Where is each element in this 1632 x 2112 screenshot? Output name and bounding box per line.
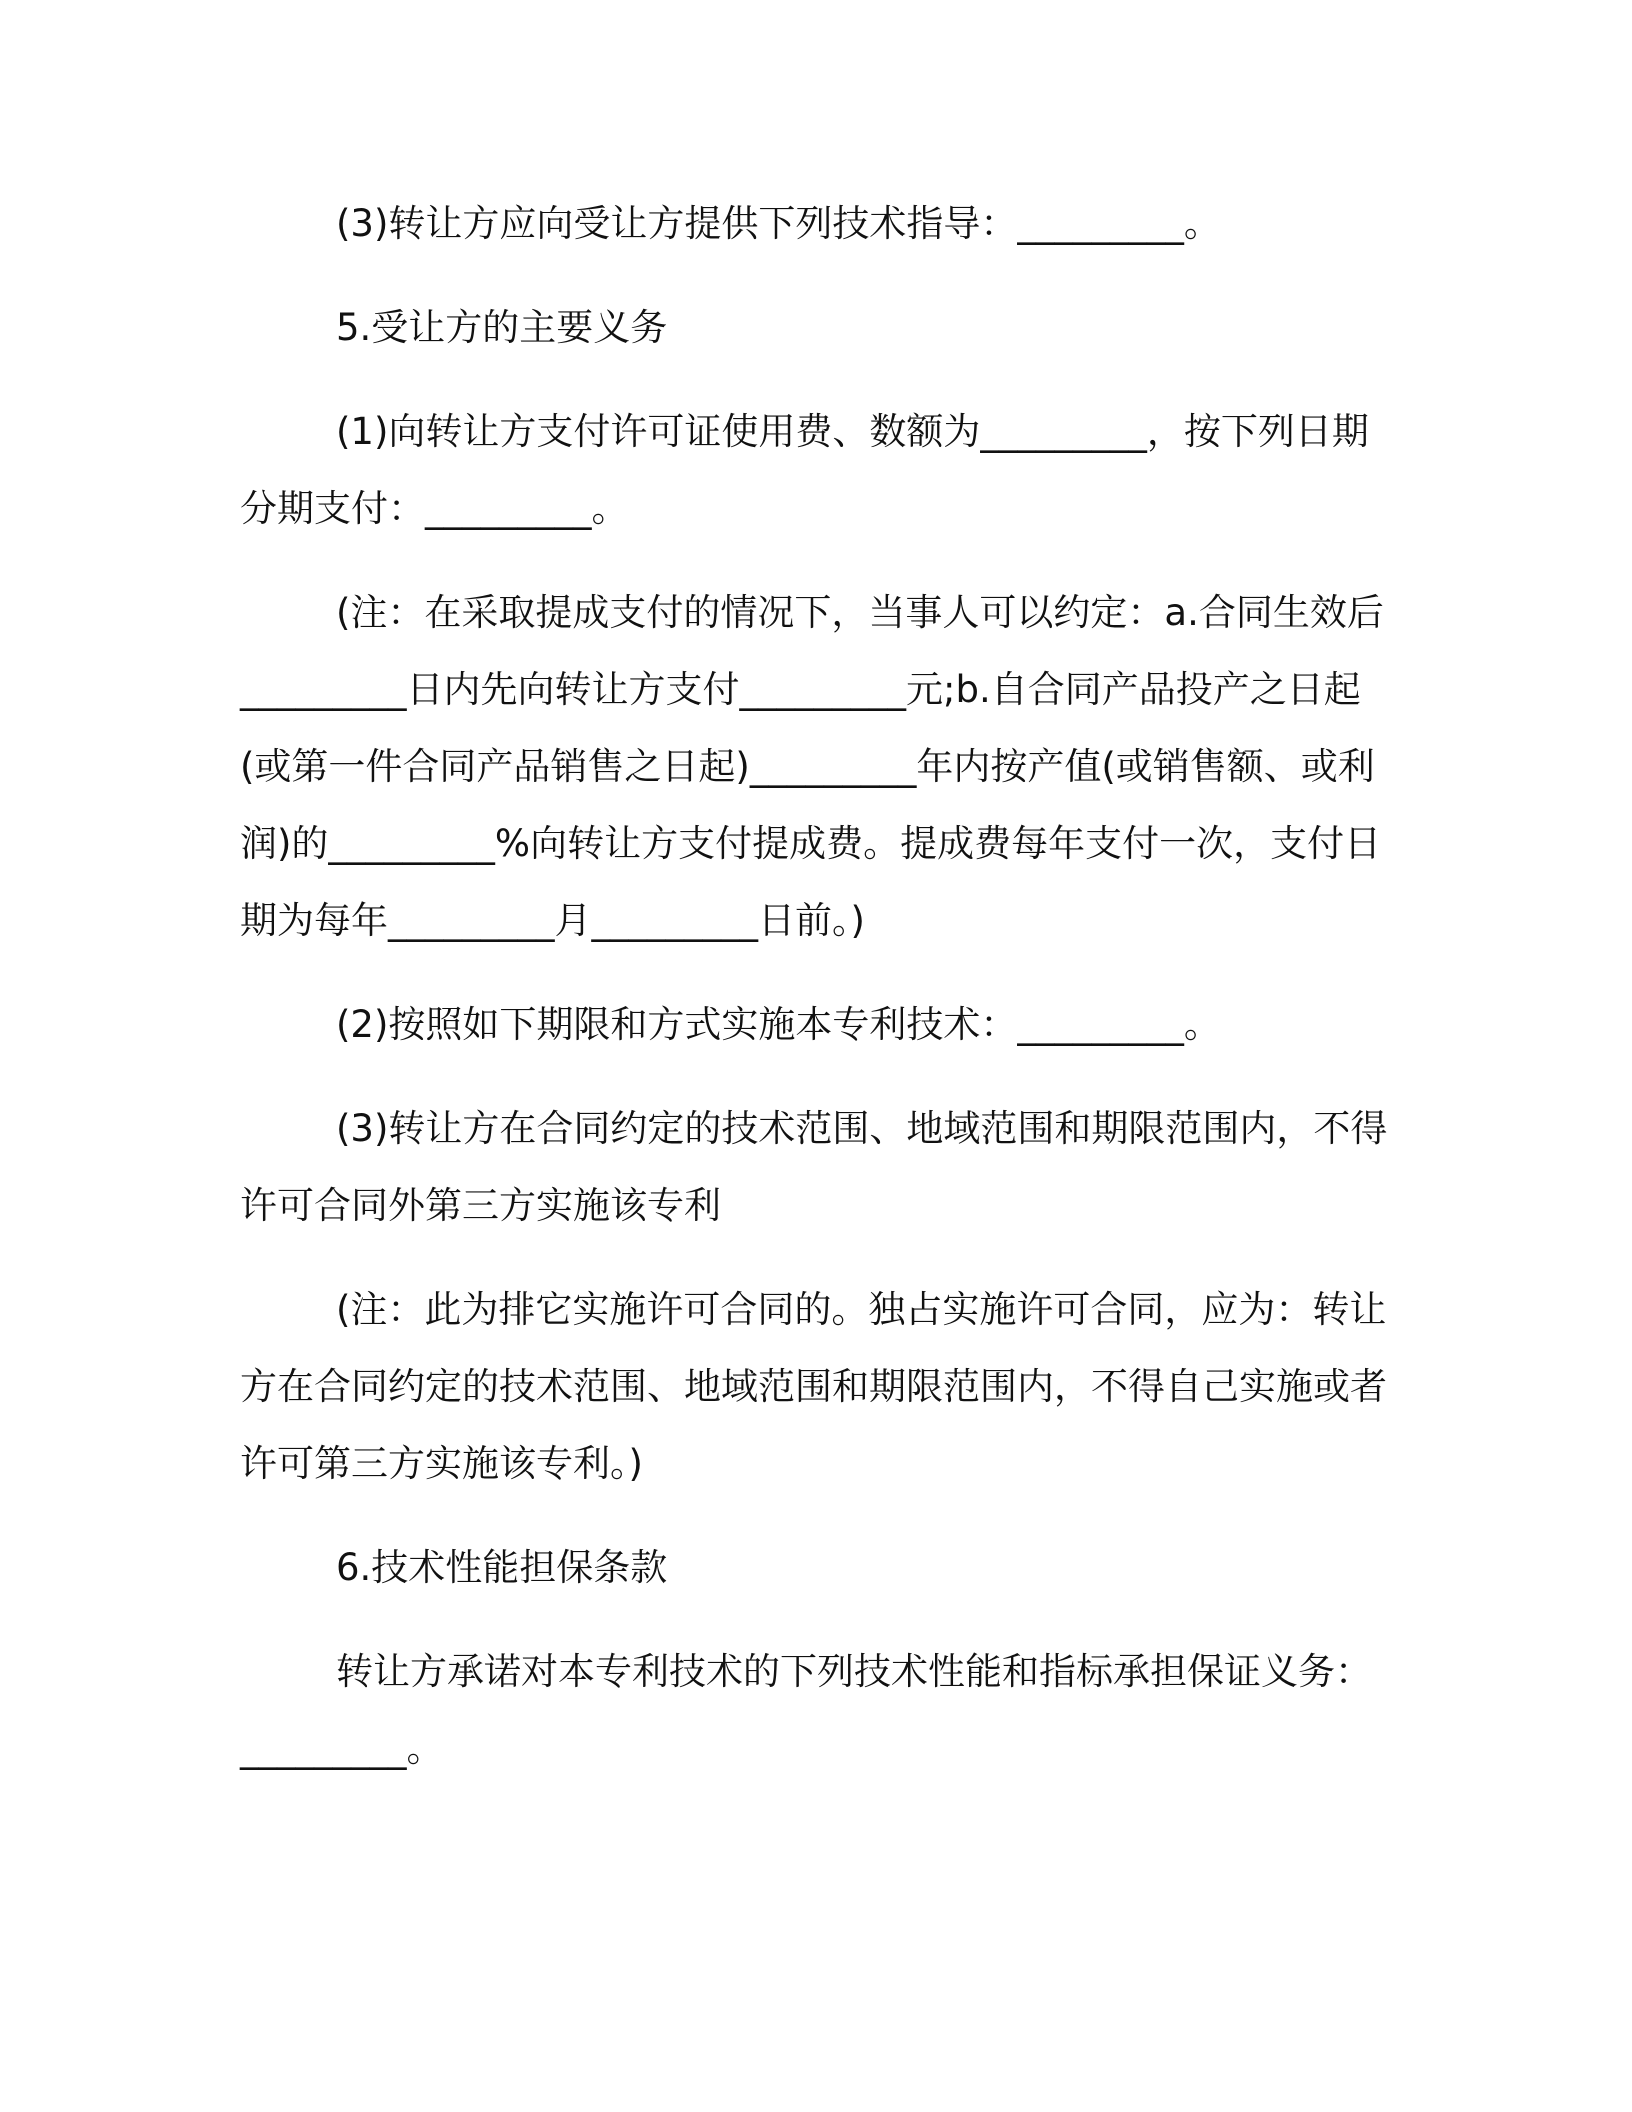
paragraph-royalty-note: (注：在采取提成支付的情况下，当事人可以约定：a.合同生效后_________日内先向转让方支付_________元;b.自合同产品投产之日起(或第一件合同产品销售之日起)_________年内按产值(或销售额、或利润)的_________%向转让方支付提成费。提成费每年支付一次，支付日期为每年_________月_________日前。) bbox=[240, 591, 1384, 942]
document-body bbox=[240, 185, 1390, 1814]
section-heading-performance-guarantee: 6.技术性能担保条款 bbox=[336, 1546, 668, 1589]
paragraph-exclusivity-note: (注：此为排它实施许可合同的。独占实施许可合同，应为：转让方在合同约定的技术范围、地域范围和期限范围内，不得自己实施或者许可第三方实施该专利。) bbox=[240, 1288, 1387, 1485]
paragraph-performance-guarantee: 转让方承诺对本专利技术的下列技术性能和指标承担保证义务：_________。 bbox=[240, 1650, 1372, 1770]
paragraph-license-fee: (1)向转让方支付许可证使用费、数额为_________，按下列日期分期支付：_________。 bbox=[240, 410, 1369, 530]
section-heading-licensee-obligations: 5.受让方的主要义务 bbox=[336, 306, 668, 349]
paragraph-exclusivity: (3)转让方在合同约定的技术范围、地域范围和期限范围内，不得许可合同外第三方实施该专利 bbox=[240, 1107, 1388, 1227]
paragraph-implementation-terms: (2)按照如下期限和方式实施本专利技术：_________。 bbox=[336, 1003, 1221, 1046]
paragraph-tech-guidance: (3)转让方应向受让方提供下列技术指导：_________。 bbox=[336, 202, 1221, 245]
